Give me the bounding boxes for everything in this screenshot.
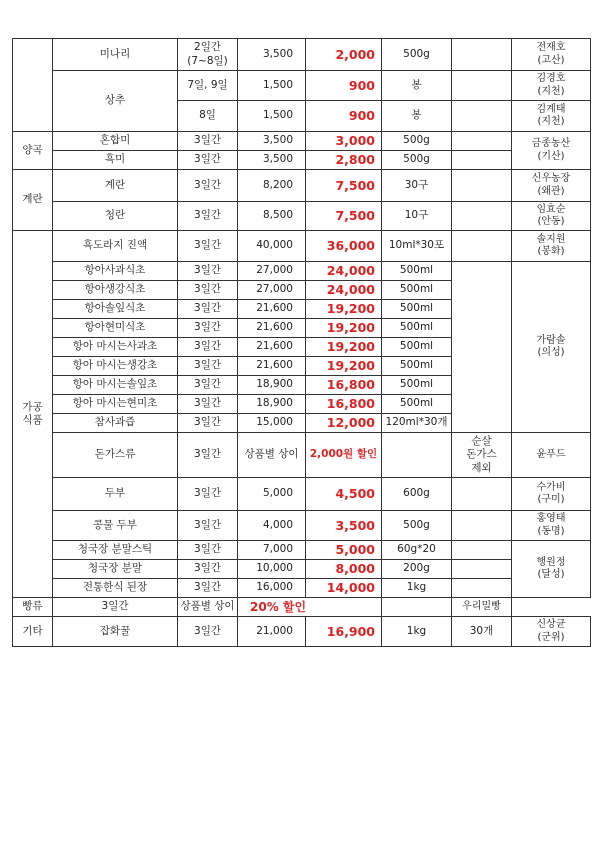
original-price: 상품별 상이 [238,433,306,478]
note [382,598,452,617]
sale-price: 36,000 [306,231,382,262]
note [452,478,512,511]
category-label: 가공 식품 [13,231,53,598]
original-price: 3,500 [238,132,306,151]
category-label: 양곡 [13,132,53,170]
farm: 행원정 (달성) [512,541,591,598]
original-price: 4,000 [238,511,306,541]
unit: 봉 [382,71,452,101]
original-price: 21,600 [238,300,306,319]
sale-price: 24,000 [306,262,382,281]
note: 30개 [452,617,512,647]
unit: 30구 [382,170,452,202]
product-name: 두부 [53,478,178,511]
farm: 윤푸드 [512,433,591,478]
table-row [13,433,591,478]
sale-price: 16,800 [306,395,382,414]
unit [382,433,452,478]
sale-period: 3일간 [178,617,238,647]
original-price: 18,900 [238,395,306,414]
original-price: 1,500 [238,71,306,101]
sale-period: 3일간 [178,338,238,357]
sale-period: 3일간 [178,433,238,478]
unit: 봉 [382,101,452,132]
note [452,132,512,151]
original-price: 상품별 상이 [178,598,238,617]
sale-price: 19,200 [306,319,382,338]
original-price: 27,000 [238,281,306,300]
product-name: 돈가스류 [53,433,178,478]
farm: 김계태 (지천) [512,101,591,132]
sale-period: 3일간 [178,319,238,338]
product-name: 잡화꿀 [53,617,178,647]
price-table-container [12,38,590,647]
farm: 신상균 (군위) [512,617,591,647]
sale-price: 4,500 [306,478,382,511]
sale-period: 3일간 [178,579,238,598]
unit: 500ml [382,357,452,376]
sale-period: 3일간 [178,300,238,319]
farm: 수가비 (구미) [512,478,591,511]
unit: 500g [382,132,452,151]
farm: 가람솔 (의성) [512,262,591,433]
table-row [13,151,591,170]
original-price: 3,500 [238,39,306,71]
sale-period: 3일간 [178,376,238,395]
product-name: 항아 마시는솔잎초 [53,376,178,395]
sale-period: 3일간 [178,414,238,433]
farm: 김경호 (지천) [512,71,591,101]
original-price: 21,600 [238,319,306,338]
table-row [13,71,591,101]
sale-period: 3일간 [178,541,238,560]
original-price: 21,600 [238,338,306,357]
product-name: 청국장 분말스틱 [53,541,178,560]
sale-price: 7,500 [306,202,382,231]
sale-price: 19,200 [306,338,382,357]
original-price: 15,000 [238,414,306,433]
table-row [13,202,591,231]
product-name: 항아생강식초 [53,281,178,300]
unit: 500ml [382,262,452,281]
sale-period: 3일간 [178,281,238,300]
table-row [13,262,591,281]
sale-price: 19,200 [306,357,382,376]
note [452,231,512,262]
sale-price: 19,200 [306,300,382,319]
unit: 1kg [382,579,452,598]
original-price: 10,000 [238,560,306,579]
sale-price: 12,000 [306,414,382,433]
original-price: 27,000 [238,262,306,281]
sale-period: 2일간 (7~8일) [178,39,238,71]
farm: 신우농장 (왜관) [512,170,591,202]
table-row [13,39,591,71]
unit: 500g [382,39,452,71]
sale-period: 3일간 [178,170,238,202]
note [452,151,512,170]
product-name: 흑도라지 진액 [53,231,178,262]
sale-period: 3일간 [178,151,238,170]
original-price: 16,000 [238,579,306,598]
unit: 1kg [382,617,452,647]
sale-price: 24,000 [306,281,382,300]
sale-period: 3일간 [178,132,238,151]
sale-period: 3일간 [178,395,238,414]
original-price: 21,600 [238,357,306,376]
table-row [13,511,591,541]
product-name: 흑미 [53,151,178,170]
sale-price-table [12,38,591,647]
original-price: 5,000 [238,478,306,511]
product-name: 미나리 [53,39,178,71]
table-row [13,617,591,647]
sale-period: 3일간 [178,560,238,579]
unit: 10구 [382,202,452,231]
table-row [13,170,591,202]
unit: 500ml [382,319,452,338]
note [452,262,512,433]
note [452,541,512,560]
product-name: 항아 마시는현미초 [53,395,178,414]
note [452,39,512,71]
table-row [13,560,591,579]
product-name: 항아 마시는생강초 [53,357,178,376]
farm: 우리밀빵 [452,598,512,617]
note [452,511,512,541]
unit: 500ml [382,281,452,300]
product-name: 항아 마시는사과초 [53,338,178,357]
sale-price: 16,800 [306,376,382,395]
sale-price: 8,000 [306,560,382,579]
original-price: 1,500 [238,101,306,132]
unit: 500ml [382,395,452,414]
sale-price: 2,000원 할인 [306,433,382,478]
note [452,579,512,598]
sale-price: 5,000 [306,541,382,560]
unit: 60g*20 [382,541,452,560]
table-row [13,231,591,262]
product-name: 항아솔잎식초 [53,300,178,319]
farm: 임효순 (안동) [512,202,591,231]
unit: 500ml [382,376,452,395]
table-row [13,478,591,511]
farm: 전재호 (고산) [512,39,591,71]
note [452,560,512,579]
product-name: 항아현미식초 [53,319,178,338]
product-name: 콩물 두부 [53,511,178,541]
farm: 홍영태 (동명) [512,511,591,541]
sale-period: 3일간 [53,598,178,617]
original-price: 3,500 [238,151,306,170]
original-price: 18,900 [238,376,306,395]
sale-price: 14,000 [306,579,382,598]
sale-period: 3일간 [178,231,238,262]
category-label: 계란 [13,170,53,231]
unit: 200g [382,560,452,579]
sale-period: 3일간 [178,202,238,231]
unit: 500ml [382,300,452,319]
sale-period: 8일 [178,101,238,132]
product-name: 빵류 [13,598,53,617]
sale-price: 2,800 [306,151,382,170]
note [452,101,512,132]
category-label: 기타 [13,617,53,647]
sale-period: 7일, 9일 [178,71,238,101]
sale-price: 900 [306,101,382,132]
category-cell-empty [13,39,53,132]
product-name: 청란 [53,202,178,231]
product-name: 계란 [53,170,178,202]
sale-period: 3일간 [178,262,238,281]
original-price: 7,000 [238,541,306,560]
product-name: 항아사과식초 [53,262,178,281]
sale-price: 900 [306,71,382,101]
unit: 120ml*30개 [382,414,452,433]
unit: 600g [382,478,452,511]
note [452,71,512,101]
table-row [13,132,591,151]
unit: 10ml*30포 [382,231,452,262]
original-price: 21,000 [238,617,306,647]
original-price: 8,200 [238,170,306,202]
sale-price: 3,500 [306,511,382,541]
sale-price: 7,500 [306,170,382,202]
farm: 금종농산 (기산) [512,132,591,170]
table-row [13,541,591,560]
sale-period: 3일간 [178,478,238,511]
product-name: 상추 [53,71,178,132]
product-name: 참사과즙 [53,414,178,433]
unit: 500ml [382,338,452,357]
original-price: 40,000 [238,231,306,262]
table-row [13,598,591,617]
product-name: 전통한식 된장 [53,579,178,598]
unit: 500g [382,511,452,541]
note: 순살 돈가스 제외 [452,433,512,478]
sale-period: 3일간 [178,357,238,376]
sale-period: 3일간 [178,511,238,541]
sale-price: 2,000 [306,39,382,71]
product-name: 청국장 분말 [53,560,178,579]
original-price: 8,500 [238,202,306,231]
table-row [13,579,591,598]
product-name: 혼합미 [53,132,178,151]
farm: 솔지원 (봉화) [512,231,591,262]
note [452,202,512,231]
sale-price: 3,000 [306,132,382,151]
sale-price: 20% 할인 [238,598,382,617]
sale-price: 16,900 [306,617,382,647]
note [452,170,512,202]
unit: 500g [382,151,452,170]
